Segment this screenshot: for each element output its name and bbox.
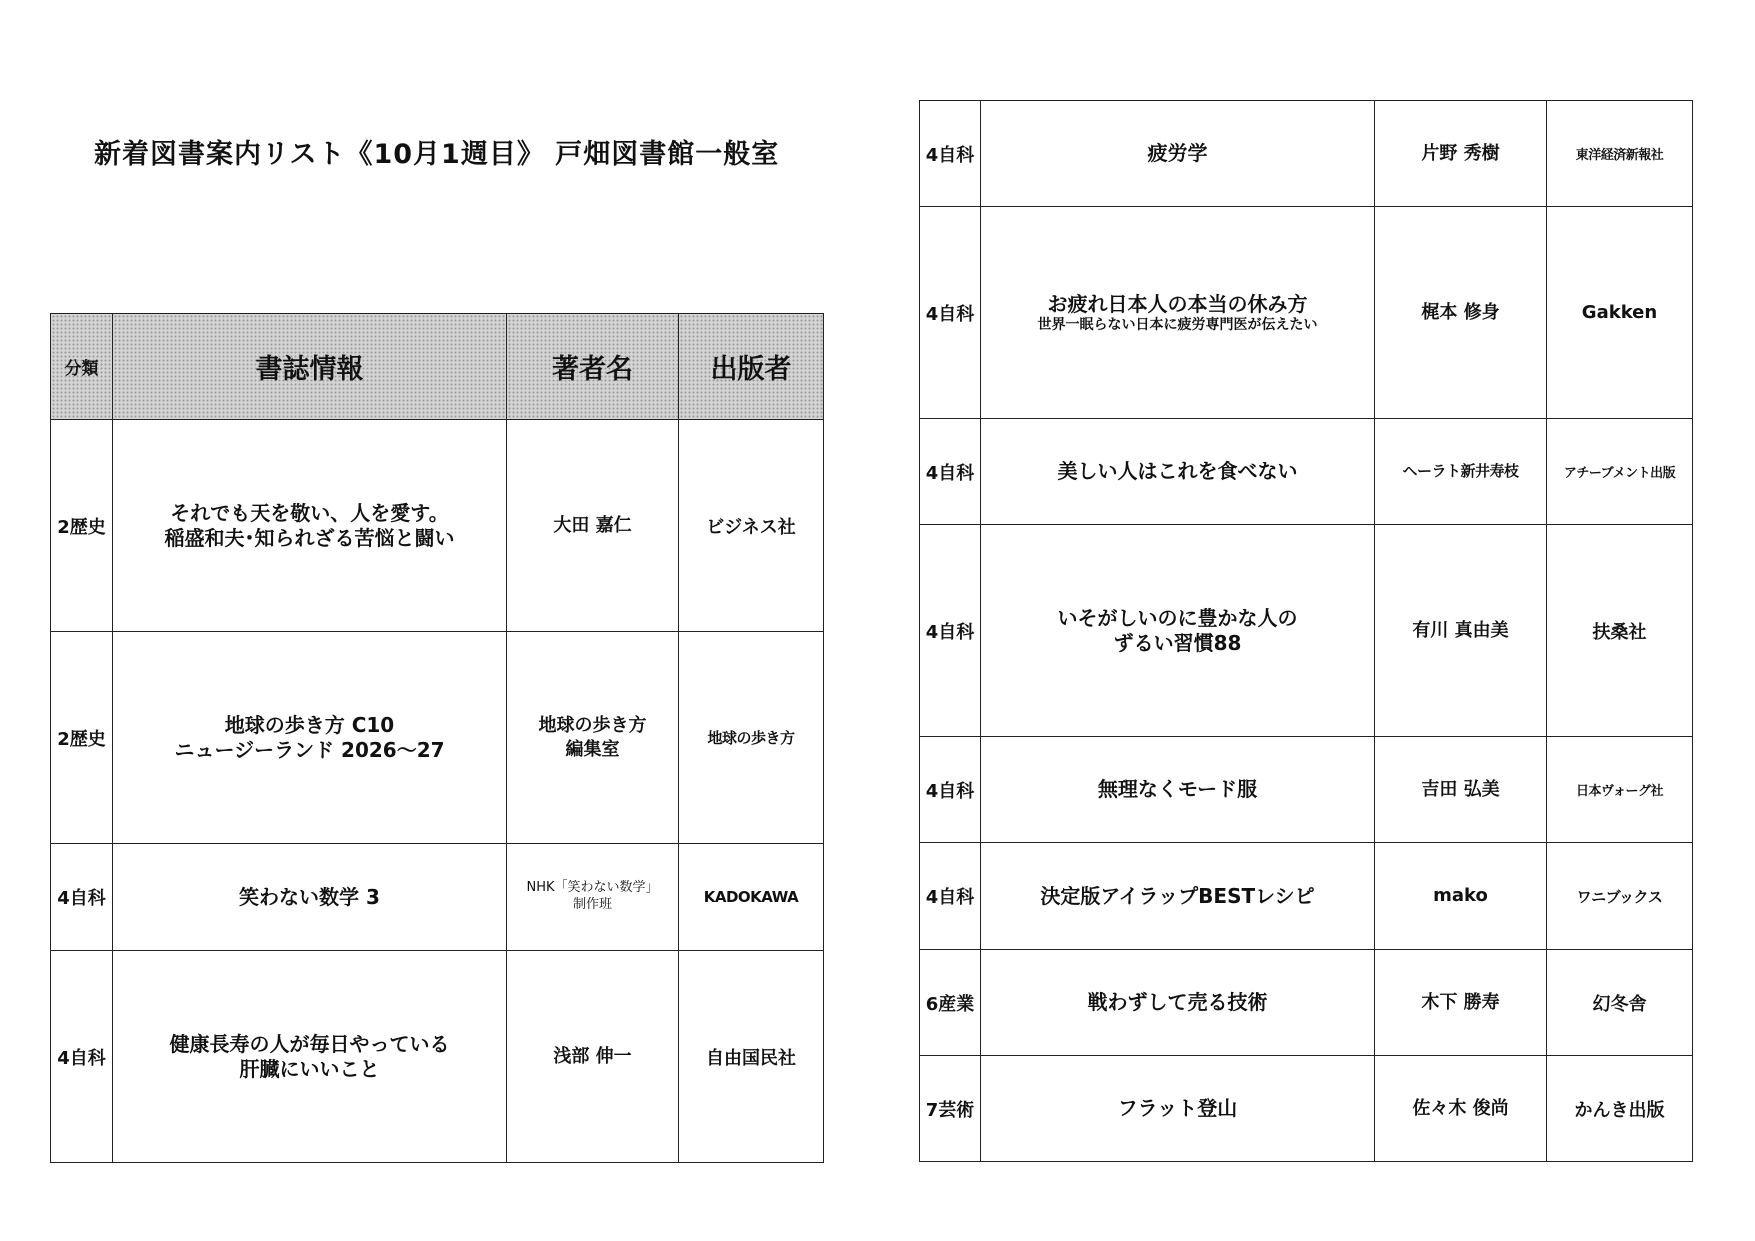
title-line: それでも天を敬い、人を愛す。 [170,500,449,525]
title-line: ニュージーランド 2026～27 [174,737,445,762]
title-cell: 美しい人はこれを食べない [981,419,1375,525]
category-cell: 7芸術 [920,1056,981,1162]
table-row [51,420,824,632]
author-line: 制作班 [572,897,612,912]
author-line: 編集室 [565,738,620,760]
author-cell: 片野 秀樹 [1375,101,1547,207]
table-row [920,419,1693,525]
publisher-cell: ビジネス社 [679,420,824,632]
category-cell: 4自科 [920,525,981,737]
title-cell [113,420,507,632]
table-row [920,1056,1693,1162]
category-cell: 4自科 [920,101,981,207]
author-cell [507,632,679,844]
title-cell: フラット登山 [981,1056,1375,1162]
subtitle-line: 世界一眠らない日本に疲労専門医が伝えたい [1037,316,1318,333]
author-cell [507,844,679,951]
table-row [920,843,1693,950]
title-line: お疲れ日本人の本当の休み方 [1047,291,1308,316]
category-cell: 4自科 [51,951,113,1163]
title-cell: 戦わずして売る技術 [981,950,1375,1056]
author-cell: 佐々木 俊尚 [1375,1056,1547,1162]
title-cell [113,632,507,844]
title-line: 健康長寿の人が毎日やっている [169,1031,450,1056]
title-cell [113,951,507,1163]
category-cell: 2歴史 [51,632,113,844]
publisher-cell: 地球の歩き方 [679,632,824,844]
title-line: ずるい習慣88 [1113,630,1242,655]
publisher-cell: 幻冬舎 [1547,950,1693,1056]
header-publisher: 出版者 [679,314,824,420]
publisher-cell: 扶桑社 [1547,525,1693,737]
author-cell: 梶本 修身 [1375,207,1547,419]
author-line: 浅部 伸一 [553,1045,632,1067]
category-cell: 6産業 [920,950,981,1056]
author-cell: mako [1375,843,1547,950]
publisher-cell: ワニブックス [1547,843,1693,950]
header-row [51,314,824,420]
category-cell: 4自科 [920,207,981,419]
table-row [920,101,1693,207]
author-cell [507,420,679,632]
book-list-table-left [50,313,824,1163]
header-author: 著者名 [507,314,679,420]
category-cell: 4自科 [51,844,113,951]
header-book-info: 書誌情報 [113,314,507,420]
page-title: 新着図書案内リスト《10月1週目》 戸畑図書館一般室 [94,139,780,170]
category-cell: 4自科 [920,843,981,950]
title-line: いそがしいのに豊かな人の [1057,605,1298,630]
category-cell: 4自科 [920,419,981,525]
publisher-cell: 自由国民社 [679,951,824,1163]
header-category: 分類 [51,314,113,420]
title-cell [113,844,507,951]
publisher-cell: 日本ヴォーグ社 [1547,737,1693,843]
title-line: 肝臓にいいこと [239,1056,380,1081]
title-cell: 決定版アイラップBESTレシピ [981,843,1375,950]
category-cell: 2歴史 [51,420,113,632]
publisher-cell: アチーブメント出版 [1547,419,1693,525]
publisher-cell: KADOKAWA [679,844,824,951]
title-cell: 疲労学 [981,101,1375,207]
author-line: NHK「笑わない数学」 [526,880,659,896]
table-row [920,950,1693,1056]
title-cell [981,525,1375,737]
author-cell: 吉田 弘美 [1375,737,1547,843]
table-row [920,207,1693,419]
table-row [920,525,1693,737]
author-cell: 有川 真由美 [1375,525,1547,737]
title-line: 地球の歩き方 C10 [224,712,395,737]
title-cell [981,207,1375,419]
author-cell [507,951,679,1163]
table-row [51,632,824,844]
author-cell: 木下 勝寿 [1375,950,1547,1056]
category-cell: 4自科 [920,737,981,843]
table-row [51,951,824,1163]
table-row [920,737,1693,843]
publisher-cell: Gakken [1547,207,1693,419]
publisher-cell: 東洋経済新報社 [1547,101,1693,207]
author-cell: ヘーラト新井寿枝 [1375,419,1547,525]
publisher-cell: かんき出版 [1547,1056,1693,1162]
title-cell: 無理なくモード服 [981,737,1375,843]
title-line: 笑わない数学 3 [239,884,380,909]
author-line: 地球の歩き方 [538,715,647,737]
book-list-table-right [919,100,1693,1162]
title-line: 稲盛和夫･知られざる苦悩と闘い [164,525,455,550]
author-line: 大田 嘉仁 [553,514,632,536]
table-row [51,844,824,951]
